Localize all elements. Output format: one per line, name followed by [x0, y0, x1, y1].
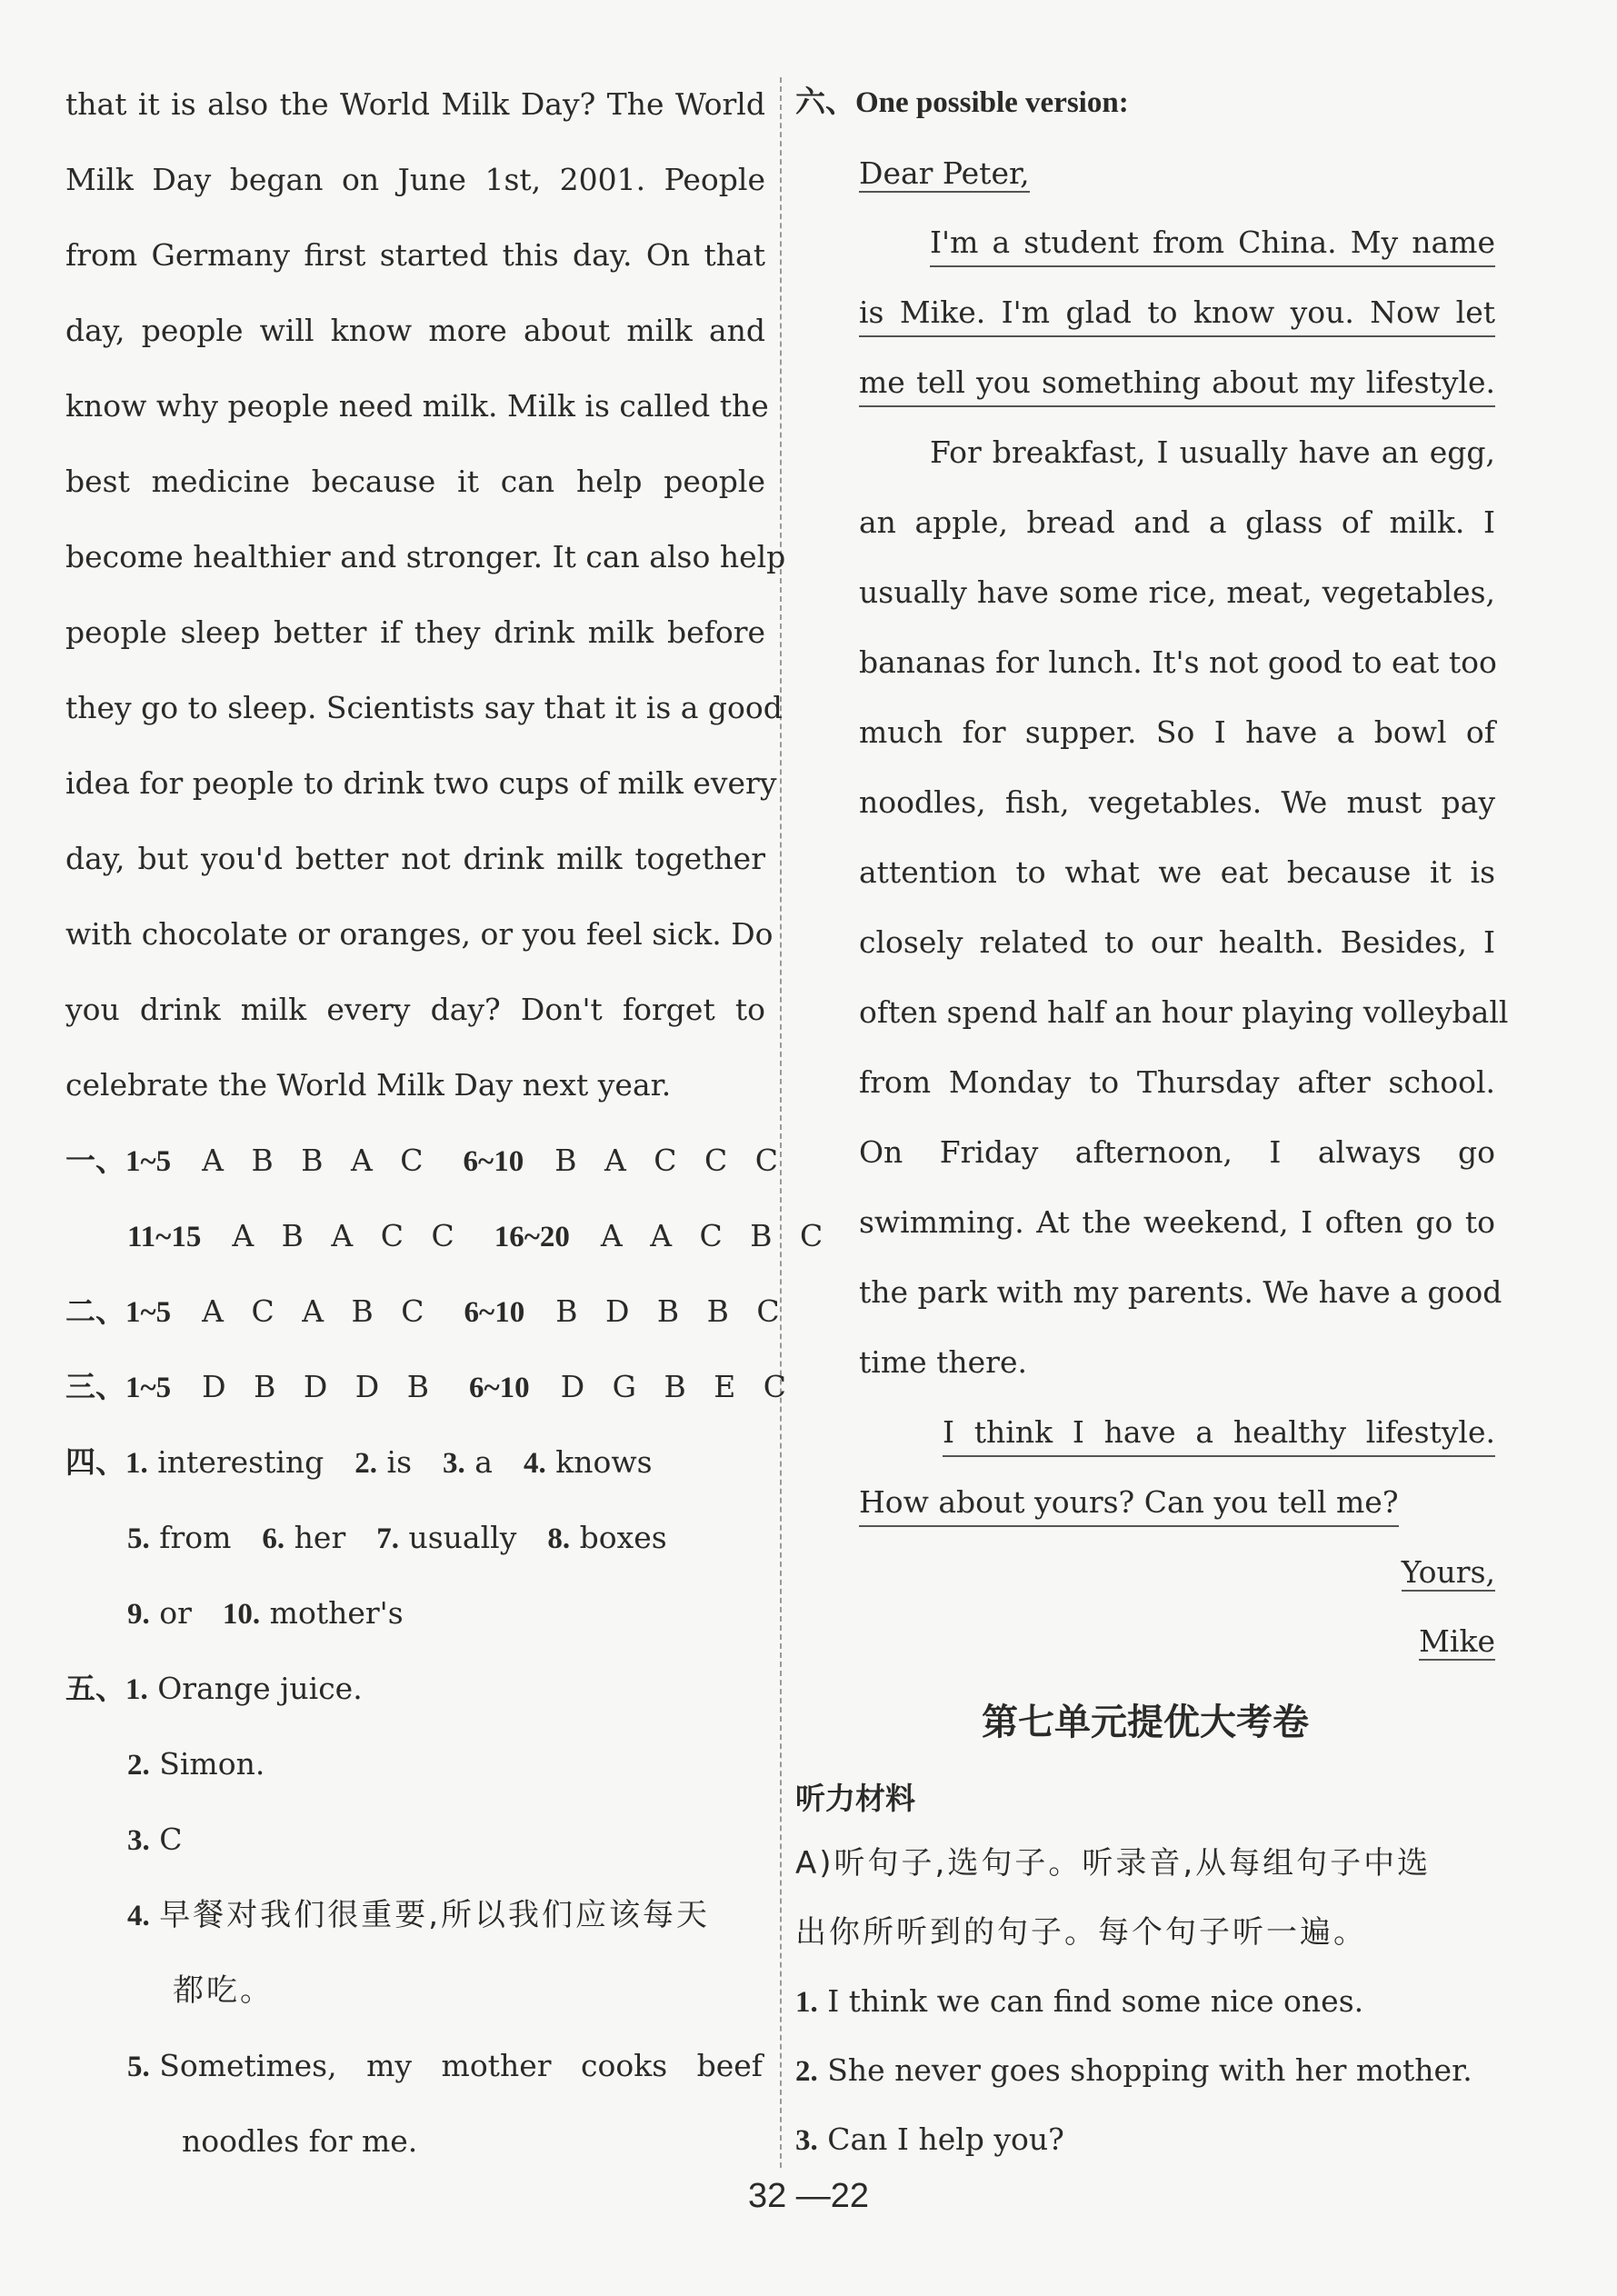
item-text: She never goes shopping with her mother. [827, 2052, 1472, 2088]
passage-line [65, 75, 765, 150]
section-number: 六、 [795, 86, 855, 119]
letter-paragraph-3 [859, 1403, 1495, 1542]
signature-text: Mike [1419, 1623, 1495, 1659]
item-number: 4. [127, 1900, 150, 1932]
letter-line [859, 633, 1495, 703]
letter-line [859, 353, 1495, 423]
passage-line-text: best medicine because it can help people [65, 464, 765, 499]
item-text: Can I help you? [827, 2121, 1064, 2157]
letter-signature [859, 1612, 1495, 1681]
right-column [795, 75, 1509, 2179]
listening-item-1 [795, 1972, 1495, 2041]
answer-word: boxes [579, 1520, 667, 1555]
passage-line-text: idea for people to drink two cups of milk every [65, 765, 777, 801]
passage-line-text: day, but you'd better not drink milk together [65, 841, 765, 876]
item-number: 1. [125, 1447, 148, 1480]
section-number: 四、 [65, 1447, 125, 1480]
item-number: 4. [523, 1447, 546, 1480]
passage-line [65, 376, 769, 452]
passage-line-text: that it is also the World Milk Day? The World [65, 86, 765, 122]
answer-word: from [159, 1520, 232, 1555]
letter-paragraph-2 [859, 423, 1509, 1403]
answer-text: 都吃。 [173, 1972, 274, 2009]
letter-line [859, 1472, 1495, 1542]
model-heading: One possible version: [855, 86, 1129, 119]
letter-line [859, 563, 1495, 633]
passage-line-text: celebrate the World Milk Day next year. [65, 1067, 672, 1103]
letter-line [859, 983, 1509, 1053]
passage-line [65, 980, 765, 1055]
letter-line-text: the park with my parents. We have a good [859, 1274, 1502, 1310]
answer-5-5 [65, 2036, 765, 2111]
page-number: 32 —22 [747, 2177, 870, 2215]
answer-section-1-cont [65, 1206, 833, 1282]
passage-line-text: know why people need milk. Milk is called the [65, 388, 769, 424]
passage-line-text: day, people will know more about milk and [65, 313, 765, 348]
section-number: 二、 [65, 1296, 125, 1329]
answer-word: usually [408, 1520, 517, 1555]
letter-line-text: often spend half an hour playing volleyball [859, 994, 1509, 1030]
answer-group: A A C B C [600, 1218, 833, 1253]
passage-line [65, 301, 765, 376]
answer-group: B A C C C [554, 1143, 788, 1178]
letter-line [859, 1053, 1495, 1123]
passage-line-text: with chocolate or oranges, or you feel sick. Do [65, 916, 774, 952]
range-label: 1~5 [125, 1145, 172, 1178]
letter-line-text: For breakfast, I usually have an egg, [930, 434, 1495, 470]
letter-line [859, 423, 1495, 493]
answer-section-3 [65, 1357, 796, 1433]
answer-text: Simon. [159, 1746, 265, 1782]
letter-paragraph-1 [859, 213, 1495, 423]
answer-text: Orange juice. [157, 1671, 363, 1706]
item-number: 3. [795, 2124, 818, 2157]
letter-line-text: usually have some rice, meat, vegetables, [859, 574, 1495, 610]
answer-section-4 [65, 1433, 765, 1508]
letter-line-text: much for supper. So I have a bowl of [859, 714, 1495, 750]
greeting-text: Dear Peter, [859, 155, 1030, 191]
answer-word: knows [555, 1444, 653, 1480]
answer-word: or [159, 1595, 192, 1631]
item-number: 2. [795, 2055, 818, 2088]
passage-line [65, 904, 774, 980]
answer-group: A B B A C [202, 1143, 433, 1178]
letter-line-text: from Monday to Thursday after school. [859, 1064, 1495, 1100]
passage-line-text: they go to sleep. Scientists say that it is a good [65, 690, 783, 725]
answer-group: A C A B C [202, 1293, 434, 1329]
passage-line [65, 829, 765, 904]
letter-line-text: closely related to our health. Besides, I [859, 924, 1495, 960]
item-number: 3. [443, 1447, 465, 1480]
item-number: 2. [127, 1749, 150, 1782]
listening-label: 听力材料 [795, 1781, 915, 1816]
letter-line [859, 493, 1495, 563]
answer-section-1 [65, 1131, 788, 1206]
answer-group: B D B B C [555, 1293, 789, 1329]
section-number: 三、 [65, 1372, 125, 1404]
range-label: 6~10 [463, 1145, 524, 1178]
letter-line-text: How about yours? Can you tell me? [859, 1480, 1399, 1527]
passage-line-text: people sleep better if they drink milk before [65, 614, 765, 650]
listening-item-3 [795, 2110, 1495, 2179]
instruction-line-1: A)听句子,选句子。听录音,从每组句子中选 [795, 1845, 1432, 1882]
listening-item-2 [795, 2041, 1495, 2110]
answer-section-4-cont2 [65, 1583, 765, 1659]
passage-line [65, 225, 765, 301]
passage [65, 75, 786, 1131]
letter-line [859, 703, 1495, 773]
item-number: 1. [795, 1986, 818, 2019]
letter-line-text: noodles, fish, vegetables. We must pay [859, 784, 1495, 820]
section-6-heading [795, 75, 1495, 144]
section-number: 一、 [65, 1145, 125, 1178]
letter-line [859, 213, 1495, 283]
passage-line [65, 452, 765, 527]
passage-line [65, 150, 765, 225]
answer-5-5-cont [65, 2111, 765, 2187]
item-number: 2. [354, 1447, 378, 1480]
item-number: 3. [127, 1824, 150, 1857]
left-column [65, 75, 833, 2187]
letter-line [859, 773, 1495, 843]
passage-line [65, 678, 783, 754]
passage-line-text: become healthier and stronger. It can also help [65, 539, 786, 574]
answer-word: is [386, 1444, 413, 1480]
passage-line-text: you drink milk every day? Don't forget to [65, 992, 765, 1027]
answer-group: A B A C C [232, 1218, 464, 1253]
answer-word: mother's [269, 1595, 404, 1631]
passage-line [65, 527, 786, 603]
unit-7-title: 第七单元提优大考卷 [982, 1702, 1309, 1743]
answer-text: 早餐对我们很重要,所以我们应该每天 [159, 1897, 711, 1933]
item-text: I think we can find some nice ones. [827, 1983, 1364, 2019]
passage-line [65, 754, 777, 829]
item-number: 5. [127, 1522, 150, 1555]
item-number: 6. [262, 1522, 285, 1555]
answer-text: C [159, 1822, 183, 1857]
item-number: 1. [125, 1673, 148, 1706]
letter-line-text: swimming. At the weekend, I often go to [859, 1204, 1495, 1240]
range-label: 6~10 [469, 1372, 530, 1404]
range-label: 1~5 [125, 1372, 172, 1404]
answer-5-2 [65, 1734, 765, 1810]
letter-line [859, 843, 1495, 913]
range-label: 6~10 [464, 1296, 525, 1329]
answer-5-4 [65, 1885, 765, 1961]
item-number: 5. [127, 2051, 150, 2083]
answer-section-5 [65, 1659, 765, 1734]
passage-line-text: from Germany first started this day. On that [65, 237, 765, 273]
closing-text: Yours, [1401, 1554, 1495, 1590]
answer-5-3 [65, 1810, 765, 1885]
letter-line-text: time there. [859, 1344, 1027, 1380]
passage-line [65, 1055, 765, 1131]
letter-line [859, 913, 1495, 983]
passage-line [65, 603, 765, 678]
range-label: 11~15 [127, 1221, 202, 1253]
item-number: 9. [127, 1598, 150, 1631]
answer-word: interesting [157, 1444, 324, 1480]
letter-line [859, 1333, 1495, 1403]
letter-line-text: me tell you something about my lifestyle. [859, 360, 1495, 407]
letter-line [859, 1193, 1495, 1263]
answer-section-2 [65, 1282, 789, 1357]
answer-text: noodles for me. [182, 2123, 418, 2159]
answer-5-4-cont [65, 1961, 765, 2036]
answer-word: a [474, 1444, 493, 1480]
item-number: 8. [547, 1522, 571, 1555]
letter-line-text: an apple, bread and a glass of milk. I [859, 504, 1495, 540]
letter-line [859, 1403, 1495, 1472]
answer-word: her [294, 1520, 346, 1555]
letter-line-text: I'm a student from China. My name [930, 220, 1495, 267]
letter-line-text: I think I have a healthy lifestyle. [943, 1410, 1495, 1457]
answer-group: D G B E C [560, 1369, 796, 1404]
letter-line [859, 283, 1495, 353]
answer-group: D B D D B [202, 1369, 439, 1404]
column-divider [780, 77, 782, 2168]
answer-section-4-cont [65, 1508, 765, 1583]
letter-closing [859, 1542, 1495, 1612]
range-label: 16~20 [494, 1221, 570, 1253]
answer-text: Sometimes, my mother cooks beef [159, 2048, 764, 2083]
item-number: 7. [376, 1522, 399, 1555]
letter-greeting [795, 144, 1495, 213]
range-label: 1~5 [125, 1296, 172, 1329]
letter-line-text: On Friday afternoon, I always go [859, 1134, 1495, 1170]
letter-body [859, 213, 1509, 1681]
section-number: 五、 [65, 1673, 125, 1706]
item-number: 10. [222, 1598, 261, 1631]
letter-line-text: attention to what we eat because it is [859, 854, 1495, 890]
letter-line [859, 1123, 1495, 1193]
instruction-line-2: 出你所听到的句子。每个句子听一遍。 [795, 1914, 1367, 1951]
letter-line-text: bananas for lunch. It's not good to eat too [859, 644, 1497, 680]
letter-line-text: is Mike. I'm glad to know you. Now let [859, 290, 1495, 337]
passage-line-text: Milk Day began on June 1st, 2001. People [65, 162, 765, 197]
letter-line [859, 1263, 1502, 1333]
